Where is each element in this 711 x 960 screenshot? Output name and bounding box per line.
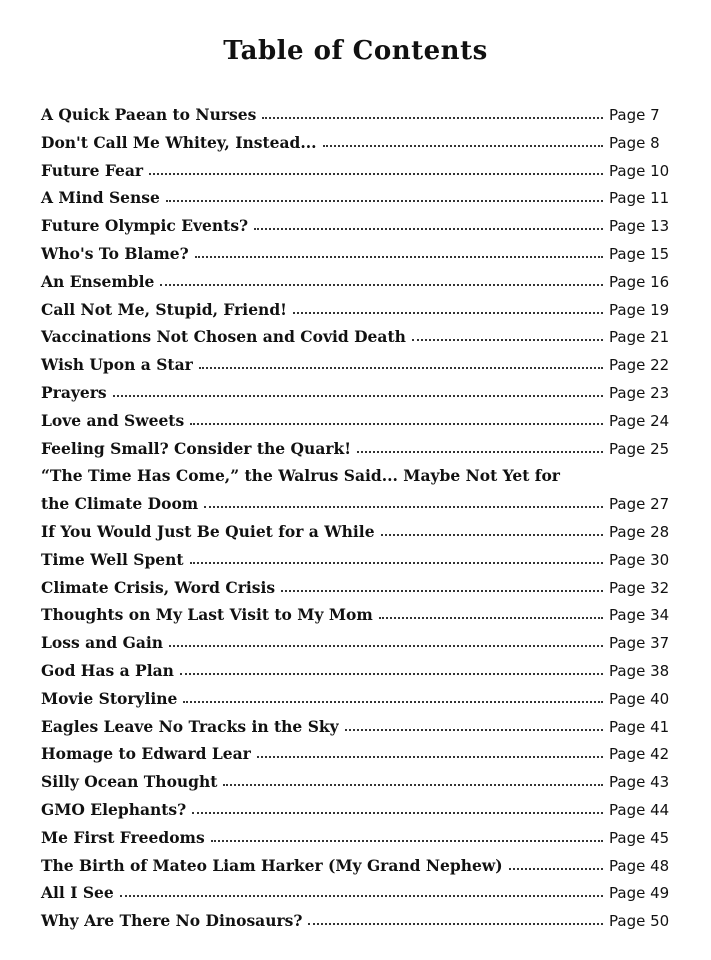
toc-entry-page: Page 48 — [609, 856, 670, 875]
toc-entry — [41, 879, 671, 907]
toc-entry-title: Thoughts on My Last Visit to My Mom — [41, 605, 373, 625]
toc-entry — [41, 296, 671, 324]
dot-leader — [281, 581, 603, 593]
page-title: Table of Contents — [223, 36, 488, 66]
toc-entry — [41, 685, 671, 713]
toc-entry — [41, 240, 671, 268]
toc-entry-page: Page 41 — [609, 717, 670, 736]
toc-entry — [41, 323, 671, 351]
dot-leader — [199, 358, 603, 370]
toc-entry-page: Page 19 — [609, 300, 670, 319]
dot-leader — [262, 108, 603, 120]
toc-entry-page: Page 43 — [609, 773, 670, 792]
toc-entry-page: Page 10 — [609, 161, 670, 180]
toc-entry-title: A Quick Paean to Nurses — [41, 105, 257, 124]
toc-entry-page: Page 24 — [609, 411, 670, 430]
dot-leader — [190, 414, 603, 426]
toc-entry-title: All I See — [41, 883, 114, 903]
toc-entry-page: Page 38 — [609, 661, 670, 680]
toc-entry-title: GMO Elephants? — [41, 799, 187, 819]
toc-entry-title: Time Well Spent — [41, 549, 184, 569]
toc-entry-title: Future Fear — [41, 160, 144, 180]
toc-entry-page: Page 27 — [609, 495, 670, 514]
toc-entry — [41, 824, 671, 852]
toc-entry-title: Homage to Edward Lear — [41, 744, 251, 764]
toc-entry-first-line — [41, 462, 671, 490]
toc-entry-title: A Mind Sense — [41, 188, 160, 208]
toc-entry-page: Page 30 — [609, 550, 670, 569]
toc-entry-title: Climate Crisis, Word Crisis — [41, 577, 276, 597]
toc-entry-page: Page 50 — [609, 912, 670, 931]
toc-entry — [41, 574, 671, 602]
dot-leader — [166, 191, 603, 203]
toc-entry — [41, 907, 671, 935]
toc-entry — [41, 546, 671, 574]
toc-entry-title: If You Would Just Be Quiet for a While — [41, 521, 375, 541]
toc-entry — [41, 351, 671, 379]
dot-leader — [381, 525, 603, 537]
toc-entry — [41, 490, 671, 518]
toc-entry-page: Page 28 — [609, 522, 670, 541]
toc-entry-title: Silly Ocean Thought — [41, 772, 218, 792]
dot-leader — [169, 636, 603, 648]
toc-entry-page: Page 34 — [609, 606, 670, 625]
toc-entry-page: Page 40 — [609, 689, 670, 708]
toc-entry — [41, 713, 671, 741]
toc-entry — [41, 101, 671, 129]
toc-entry — [41, 435, 671, 463]
dot-leader — [192, 803, 603, 815]
toc-entry — [41, 768, 671, 796]
toc-entry-title: Don't Call Me Whitey, Instead... — [41, 132, 317, 152]
toc-entry-page: Page 21 — [609, 328, 670, 347]
toc-entry — [41, 852, 671, 880]
toc-entry-page: Page 8 — [609, 133, 660, 152]
toc-entry-title: Feeling Small? Consider the Quark! — [41, 438, 352, 458]
dot-leader — [204, 497, 603, 509]
toc-entry — [41, 629, 671, 657]
toc-entry-page: Page 25 — [609, 439, 670, 458]
toc-entry-page: Page 13 — [609, 217, 670, 236]
toc-entry — [41, 157, 671, 185]
toc-entry — [41, 212, 671, 240]
dot-leader — [323, 136, 603, 148]
toc-entry-title: Love and Sweets — [41, 410, 185, 430]
toc-entry-title: Prayers — [41, 382, 107, 402]
dot-leader — [149, 164, 603, 176]
toc-entry-page: Page 37 — [609, 634, 670, 653]
toc-entry-title: Loss and Gain — [41, 633, 164, 653]
dot-leader — [357, 442, 603, 454]
dot-leader — [180, 664, 603, 676]
toc-entry — [41, 796, 671, 824]
dot-leader — [183, 692, 603, 704]
toc-entry-page: Page 44 — [609, 800, 670, 819]
toc-entry — [41, 601, 671, 629]
toc-entry-page: Page 7 — [609, 106, 660, 124]
toc-entry — [41, 407, 671, 435]
toc-entry — [41, 518, 671, 546]
toc-entry-page: Page 22 — [609, 356, 670, 375]
dot-leader — [160, 275, 603, 287]
dot-leader — [211, 831, 603, 843]
dot-leader — [308, 914, 603, 926]
toc-entry-title: An Ensemble — [41, 271, 155, 291]
dot-leader — [195, 247, 603, 259]
dot-leader — [412, 330, 603, 342]
toc-entry-title: The Birth of Mateo Liam Harker (My Grand Nephew) — [41, 855, 503, 875]
toc-entry-title: Why Are There No Dinosaurs? — [41, 911, 303, 931]
dot-leader — [190, 553, 603, 565]
dot-leader — [379, 608, 603, 620]
toc-entry — [41, 129, 671, 157]
toc-entry — [41, 657, 671, 685]
toc-entry-page: Page 45 — [609, 828, 670, 847]
toc-entry — [41, 379, 671, 407]
toc-entry-page: Page 49 — [609, 884, 670, 903]
toc-entry-title: Call Not Me, Stupid, Friend! — [41, 299, 287, 319]
toc-entry — [41, 184, 671, 212]
dot-leader — [113, 386, 603, 398]
toc-entry-page: Page 42 — [609, 745, 670, 764]
toc-entry-title: Who's To Blame? — [41, 243, 189, 263]
toc-list — [41, 101, 671, 935]
toc-entry-title: Future Olympic Events? — [41, 216, 249, 236]
toc-entry-title: Wish Upon a Star — [41, 355, 193, 375]
toc-entry-page: Page 11 — [609, 189, 670, 208]
toc-entry-title-line1: “The Time Has Come,” the Walrus Said... Maybe Not Yet for — [41, 466, 560, 486]
toc-entry-title: Vaccinations Not Chosen and Covid Death — [41, 327, 406, 347]
dot-leader — [509, 859, 603, 871]
toc-entry-title: God Has a Plan — [41, 660, 174, 680]
toc-entry — [41, 268, 671, 296]
toc-entry-page: Page 23 — [609, 383, 670, 402]
dot-leader — [345, 720, 603, 732]
dot-leader — [223, 775, 603, 787]
toc-entry-title: the Climate Doom — [41, 494, 199, 514]
dot-leader — [257, 747, 603, 759]
toc-entry-title: Movie Storyline — [41, 688, 178, 708]
toc-entry-page: Page 16 — [609, 272, 670, 291]
toc-entry-page: Page 32 — [609, 578, 670, 597]
toc-entry-title: Eagles Leave No Tracks in the Sky — [41, 716, 339, 736]
dot-leader — [120, 886, 603, 898]
dot-leader — [293, 303, 603, 315]
toc-entry-title: Me First Freedoms — [41, 827, 205, 847]
dot-leader — [254, 219, 603, 231]
toc-entry — [41, 740, 671, 768]
toc-entry-page: Page 15 — [609, 244, 670, 263]
